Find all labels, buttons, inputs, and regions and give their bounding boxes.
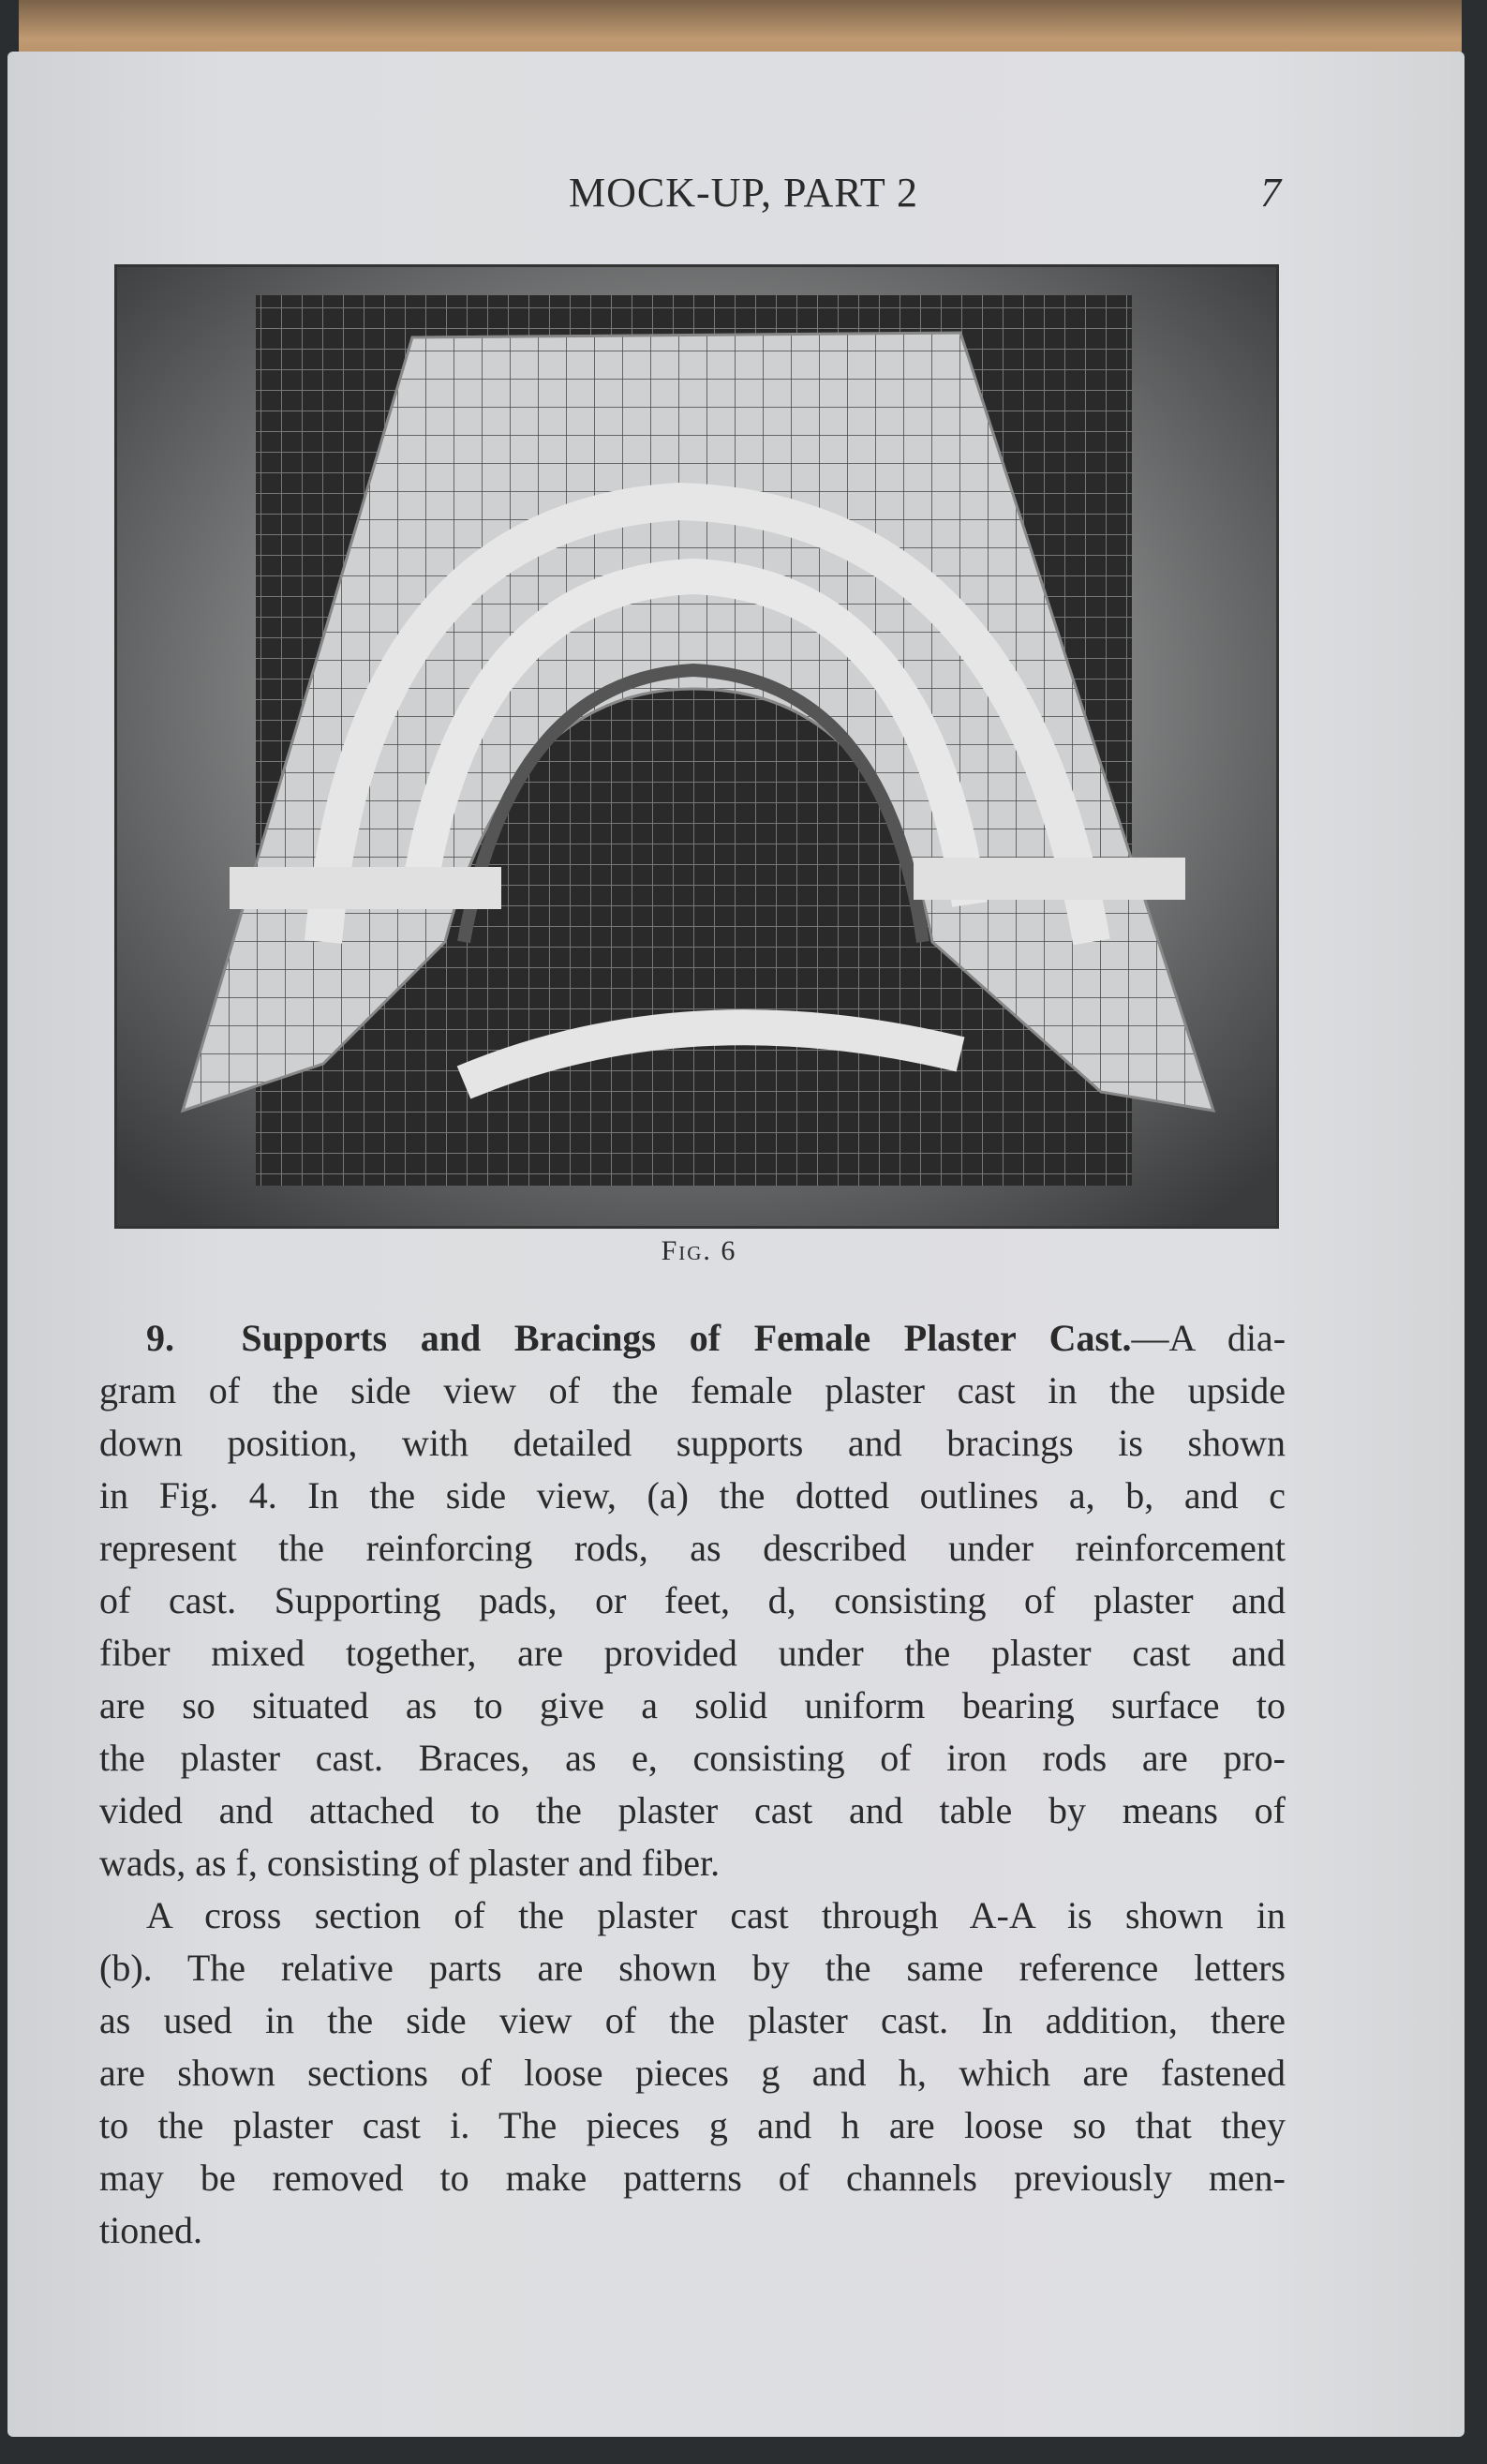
paragraph-line: represent the reinforcing rods, as described under reinforcement <box>99 1527 1286 1569</box>
paragraph-line: tioned. <box>99 2209 202 2251</box>
paragraph-line: gram of the side view of the female plaster cast in the upside <box>99 1369 1286 1411</box>
paragraph-line: (b). The relative parts are shown by the same reference letters <box>99 1947 1286 1989</box>
paragraph-line: fiber mixed together, are provided under the plaster cast and <box>99 1632 1286 1674</box>
figure-caption: Fig. 6 <box>661 1235 737 1266</box>
paragraph-line: 9. Supports and Bracings of Female Plaster Cast.—A dia- <box>146 1317 1286 1359</box>
paragraph-line: in Fig. 4. In the side view, (a) the dotted outlines a, b, and c <box>99 1474 1286 1516</box>
figure-photo <box>114 264 1279 1229</box>
section-heading: Supports and Bracings of Female Plaster Cast. <box>241 1317 1132 1359</box>
paragraph-line: the plaster cast. Braces, as e, consisting of iron rods are pro- <box>99 1737 1286 1779</box>
paragraph-line: are shown sections of loose pieces g and h, which are fastened <box>99 2052 1286 2094</box>
paragraph-line: wads, as f, consisting of plaster and fiber. <box>99 1842 721 1884</box>
section-body <box>99 1312 1286 2257</box>
paragraph-line: vided and attached to the plaster cast and table by means of <box>99 1789 1286 1831</box>
paragraph-line: of cast. Supporting pads, or feet, d, consisting of plaster and <box>99 1579 1286 1621</box>
section-number: 9. <box>146 1317 174 1359</box>
paragraph-line: are so situated as to give a solid uniform bearing surface to <box>99 1684 1286 1726</box>
page-number: 7 <box>1260 170 1281 216</box>
paragraph-line: to the plaster cast i. The pieces g and h are loose so that they <box>99 2104 1286 2146</box>
running-title: MOCK-UP, PART 2 <box>568 170 919 216</box>
paragraph-line: as used in the side view of the plaster cast. In addition, there <box>99 1999 1286 2041</box>
paragraph-line: down position, with detailed supports and bracings is shown <box>99 1422 1286 1464</box>
paragraph-line: may be removed to make patterns of channels previously men- <box>99 2157 1286 2199</box>
paragraph-line: A cross section of the plaster cast through A-A is shown in <box>146 1894 1286 1936</box>
plaster-cast-photo <box>117 267 1276 1226</box>
